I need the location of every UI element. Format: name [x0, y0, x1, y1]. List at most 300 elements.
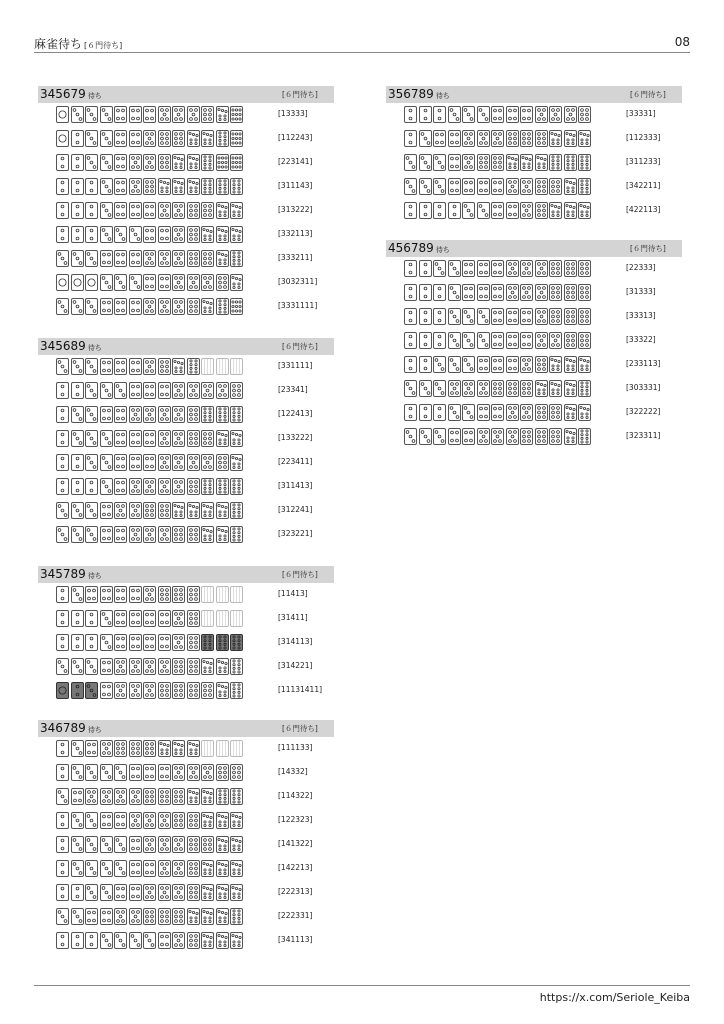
pin-pips-icon [130, 179, 141, 194]
pip [470, 157, 473, 160]
hand-tiles [56, 154, 245, 173]
pin-pips-icon [492, 261, 503, 276]
pin-tile-6 [172, 658, 185, 675]
pip [204, 205, 207, 208]
pip [61, 481, 64, 484]
pip [160, 670, 163, 673]
pip [122, 301, 125, 304]
pip [189, 749, 191, 751]
pip [438, 343, 441, 346]
pip [59, 279, 66, 286]
pip [117, 911, 120, 914]
pin-tile-5 [172, 610, 185, 627]
pip [455, 157, 458, 160]
pin-pips-icon [101, 431, 112, 446]
pip [221, 161, 223, 163]
pin-tile-2 [404, 106, 417, 123]
pip [189, 457, 192, 460]
pin-tile-3 [129, 932, 142, 949]
pip [528, 319, 531, 322]
pip [571, 389, 573, 391]
pip [76, 637, 79, 640]
hand-tiles [404, 178, 593, 197]
pip [571, 139, 573, 141]
pip [210, 816, 212, 818]
pip [146, 237, 149, 240]
pip [223, 461, 226, 464]
pin-pips-icon [507, 381, 518, 396]
pip [565, 180, 567, 182]
pip [160, 142, 163, 145]
hand-tiles [404, 380, 593, 399]
pip [494, 415, 497, 418]
pip [218, 484, 220, 486]
pip [151, 441, 154, 444]
pin-pips-icon [536, 309, 547, 324]
pip [117, 661, 120, 664]
pip [180, 205, 183, 208]
pip [102, 133, 105, 136]
pip [131, 775, 134, 778]
pip [189, 409, 192, 412]
pip [508, 117, 511, 120]
pip [438, 205, 441, 208]
pip [218, 307, 220, 309]
pip [122, 613, 125, 616]
pip [209, 142, 211, 144]
pin-pips-icon [231, 203, 242, 218]
pip [566, 118, 569, 121]
pin-tile-7 [172, 358, 185, 375]
pip [189, 466, 192, 469]
pin-tile-6 [491, 154, 504, 171]
pin-pips-icon [72, 683, 83, 698]
pip [233, 824, 235, 826]
pip [146, 637, 149, 640]
pip [586, 315, 589, 318]
pip [494, 311, 497, 314]
pip [58, 301, 61, 304]
pattern-label: [11131411] [278, 685, 323, 694]
pip [61, 409, 64, 412]
pip [239, 161, 241, 163]
pin-pips-icon [115, 659, 126, 674]
pip [108, 622, 111, 625]
pip [151, 229, 154, 232]
pip [223, 535, 225, 537]
pin-tile-3 [114, 274, 127, 291]
pip [151, 815, 154, 818]
pip [146, 694, 149, 697]
pip [90, 389, 93, 392]
pin-tile-3 [85, 358, 98, 375]
pip [146, 109, 149, 112]
pip [146, 409, 149, 412]
pin-tile-6 [187, 406, 200, 423]
pip [552, 311, 555, 314]
pip [165, 262, 168, 265]
pin-pips-icon [57, 741, 68, 756]
pip [108, 466, 111, 469]
pip [232, 142, 234, 144]
pip [76, 385, 79, 388]
pin-pips-icon [57, 479, 68, 494]
pin-tile-5 [477, 130, 490, 147]
pin-tile-5 [158, 812, 171, 829]
pip [61, 229, 64, 232]
pin-pips-icon [202, 251, 213, 266]
pip [239, 142, 241, 144]
pip [557, 296, 560, 299]
pin-tile-6 [187, 682, 200, 699]
hand-tiles [56, 526, 245, 545]
pip [206, 505, 208, 507]
pip [194, 863, 197, 866]
pin-tile-6 [172, 812, 185, 829]
pip [175, 253, 178, 256]
pip [88, 279, 95, 286]
pip [566, 139, 568, 141]
pin-tile-4 [129, 454, 142, 471]
pattern-label: [233113] [626, 359, 661, 368]
pip [557, 139, 559, 141]
pin-pips-icon [86, 299, 97, 314]
pin-pips-icon [434, 131, 445, 146]
pip [175, 137, 178, 140]
pin-tile-4 [143, 106, 156, 123]
pin-pips-icon [173, 909, 184, 924]
pip [218, 848, 220, 850]
pin-pips-icon [57, 933, 68, 948]
pip [583, 407, 585, 409]
pip [204, 457, 207, 460]
hand-row [38, 475, 334, 499]
pin-tile-5 [143, 682, 156, 699]
pin-pips-icon [565, 203, 576, 218]
pip [409, 343, 412, 346]
pin-pips-icon [492, 405, 503, 420]
pin-pips-icon [130, 107, 141, 122]
pip [424, 319, 427, 322]
pip [455, 133, 458, 136]
pip [189, 209, 192, 212]
pin-pips-icon [188, 383, 199, 398]
pattern-label: [322222] [626, 407, 661, 416]
pin-pips-icon [115, 813, 126, 828]
pin-tile-2 [85, 178, 98, 195]
pip [586, 296, 589, 299]
pip [151, 747, 154, 750]
pin-pips-icon [449, 381, 460, 396]
pip [494, 359, 497, 362]
pip [409, 435, 412, 438]
pip [223, 115, 225, 117]
pip [566, 160, 568, 162]
pip [189, 689, 192, 692]
pip [136, 490, 139, 493]
pip [122, 433, 125, 436]
pip [465, 133, 468, 136]
pip [61, 645, 64, 648]
pip [233, 845, 235, 847]
pin-tile-1 [85, 274, 98, 291]
pin-pips-icon [449, 357, 460, 372]
pip [107, 752, 110, 755]
pip [581, 272, 584, 275]
pip [117, 309, 120, 312]
pin-pips-icon [405, 429, 416, 444]
pip [206, 661, 208, 663]
pip [136, 743, 139, 746]
pip [108, 166, 111, 169]
pip [189, 214, 192, 217]
pin-pips-icon [130, 251, 141, 266]
pin-pips-icon [231, 813, 242, 828]
hand-row [386, 401, 682, 425]
pip [409, 205, 412, 208]
pip [552, 160, 554, 162]
pip [194, 641, 197, 644]
pip [194, 646, 197, 649]
pip [146, 887, 149, 890]
pin-tile-6 [187, 298, 200, 315]
pin-tile-4 [143, 634, 156, 651]
pip [223, 286, 226, 289]
pip [494, 383, 497, 386]
pin-tile-6 [172, 526, 185, 543]
pip [165, 689, 168, 692]
pip [131, 369, 134, 372]
pin-tile-3 [85, 154, 98, 171]
pin-pips-icon [57, 813, 68, 828]
pip [508, 163, 510, 165]
pin-pips-icon [449, 285, 460, 300]
pip [206, 771, 209, 774]
pip [165, 637, 168, 640]
pip [455, 439, 458, 442]
pip [224, 912, 226, 914]
pip [238, 439, 240, 441]
pip [218, 311, 220, 313]
pip [523, 137, 526, 140]
pip [224, 110, 226, 112]
pip [542, 272, 545, 275]
pin-pips-icon [72, 527, 83, 542]
pip [160, 872, 163, 875]
pip [194, 843, 197, 846]
pip [528, 205, 531, 208]
pip [90, 637, 93, 640]
pip [223, 238, 225, 240]
pip [160, 187, 162, 189]
pip [572, 408, 574, 410]
pin-tile-5 [520, 202, 533, 219]
pin-tile-2 [56, 836, 69, 853]
pip [233, 385, 236, 388]
pip [165, 509, 168, 512]
pip [238, 684, 240, 686]
pin-pips-icon [536, 261, 547, 276]
pin-tile-3 [56, 908, 69, 925]
pip [223, 118, 225, 120]
pip [223, 187, 225, 189]
pip [160, 915, 163, 918]
pip [217, 934, 219, 936]
pip [88, 919, 91, 922]
pip [204, 767, 207, 770]
pip [61, 189, 64, 192]
pip [508, 416, 511, 419]
pip [528, 272, 531, 275]
pip [218, 300, 220, 302]
wait-label [40, 339, 102, 353]
pin-tile-8 [201, 154, 214, 171]
pip [438, 311, 441, 314]
pip [151, 117, 154, 120]
pip [151, 791, 154, 794]
hand-tiles [56, 454, 245, 473]
pip [148, 593, 151, 596]
pip [204, 821, 206, 823]
empty-tile-slot [201, 586, 214, 603]
pin-tile-6 [201, 836, 214, 853]
pip [209, 647, 211, 649]
pip [494, 263, 497, 266]
pip [134, 689, 137, 692]
pin-tile-8 [201, 406, 214, 423]
pip [586, 416, 588, 418]
pip [571, 263, 574, 266]
wait-tiles: 456789 [388, 241, 434, 255]
pip [177, 113, 180, 116]
pin-pips-icon [550, 429, 561, 444]
pip [233, 790, 235, 792]
pip [223, 235, 225, 237]
pip [450, 407, 453, 410]
pin-pips-icon [217, 683, 228, 698]
pip [189, 617, 192, 620]
pip [204, 257, 207, 260]
pin-tile-8 [201, 634, 214, 651]
pip [427, 190, 430, 193]
pip [441, 141, 444, 144]
pip [105, 281, 108, 284]
pip [537, 163, 539, 165]
pattern-label: [223141] [278, 157, 313, 166]
pin-pips-icon [115, 155, 126, 170]
pin-pips-icon [492, 429, 503, 444]
pin-pips-icon [86, 587, 97, 602]
pin-pips-icon [72, 431, 83, 446]
pip [61, 743, 64, 746]
pip [189, 481, 192, 484]
pip [192, 461, 195, 464]
pip [479, 271, 482, 274]
pip [438, 435, 441, 438]
pip [76, 181, 79, 184]
pip [542, 214, 545, 217]
pip [102, 309, 105, 312]
pip [409, 161, 412, 164]
pip [136, 538, 139, 541]
pip [175, 457, 178, 460]
pip [223, 180, 225, 182]
pin-tile-3 [71, 812, 84, 829]
pip [93, 800, 96, 803]
pin-tile-2 [419, 308, 432, 325]
pin-pips-icon [101, 837, 112, 852]
pip [204, 869, 206, 871]
hand-tiles [404, 106, 593, 125]
pip [151, 670, 154, 673]
pip [233, 286, 235, 288]
footer-url[interactable]: https://x.com/Seriole_Keiba [539, 991, 690, 1004]
pip [165, 393, 168, 396]
pip [552, 291, 555, 294]
pin-pips-icon [202, 275, 213, 290]
pin-tile-3 [100, 430, 113, 447]
pip [76, 141, 79, 144]
pip [136, 694, 139, 697]
pip [165, 214, 168, 217]
pip [586, 167, 588, 169]
pin-pips-icon [202, 837, 213, 852]
pip [233, 636, 235, 638]
pip [160, 161, 163, 164]
pip [189, 872, 192, 875]
pin-pips-icon [434, 381, 445, 396]
pin-tile-7 [230, 274, 243, 291]
pin-pips-icon [72, 503, 83, 518]
pin-tile-3 [71, 526, 84, 543]
pip [105, 437, 108, 440]
pip [238, 914, 240, 916]
hand-tiles [56, 908, 245, 927]
pip [450, 335, 453, 338]
pin-tile-4 [114, 250, 127, 267]
pip [180, 442, 183, 445]
pip [209, 667, 211, 669]
pip [499, 142, 502, 145]
pip [494, 392, 497, 395]
pip [117, 613, 120, 616]
pip [146, 490, 149, 493]
pip [194, 364, 196, 366]
pip [108, 896, 111, 899]
pip [453, 291, 456, 294]
pip [238, 480, 240, 482]
pin-tile-2 [56, 860, 69, 877]
pip [529, 158, 531, 160]
pip [122, 747, 125, 750]
pin-tile-7 [187, 154, 200, 171]
pin-pips-icon [405, 203, 416, 218]
pip [232, 310, 234, 312]
pip [238, 412, 240, 414]
pin-pips-icon [86, 107, 97, 122]
pip [90, 621, 93, 624]
pip [79, 598, 82, 601]
pip [119, 281, 122, 284]
pin-tile-4 [114, 454, 127, 471]
pip [209, 824, 211, 826]
pip [131, 747, 134, 750]
pip [175, 944, 178, 947]
pin-tile-4 [114, 154, 127, 171]
pin-tile-3 [100, 884, 113, 901]
pip [88, 911, 91, 914]
pip [409, 407, 412, 410]
